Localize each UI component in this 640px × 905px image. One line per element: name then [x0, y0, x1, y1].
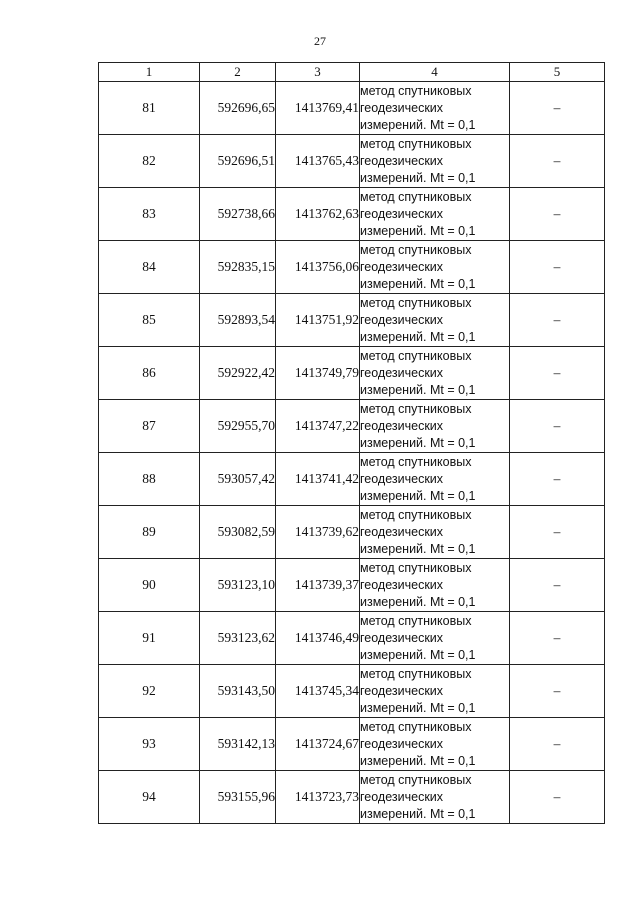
method-line: измерений. Mt = 0,1 [360, 170, 476, 185]
header-cell-2: 2 [200, 63, 276, 82]
method-line: метод спутниковых [360, 666, 472, 681]
method-line: геодезических [360, 100, 444, 115]
coordinate-y-cell: 592955,70 [200, 400, 276, 453]
method-cell [360, 665, 510, 718]
point-number-cell: 84 [99, 241, 200, 294]
point-number-cell: 88 [99, 453, 200, 506]
table-row [99, 612, 605, 665]
method-line: метод спутниковых [360, 719, 472, 734]
method-cell [360, 559, 510, 612]
method-line: метод спутниковых [360, 136, 472, 151]
method-cell [360, 347, 510, 400]
method-line: измерений. Mt = 0,1 [360, 806, 476, 821]
point-number-cell: 94 [99, 771, 200, 824]
note-cell: – [510, 665, 605, 718]
table-row [99, 718, 605, 771]
method-line: измерений. Mt = 0,1 [360, 435, 476, 450]
method-line: геодезических [360, 418, 444, 433]
table-body [99, 82, 605, 824]
method-line: геодезических [360, 683, 444, 698]
point-number-cell: 85 [99, 294, 200, 347]
method-line: метод спутниковых [360, 454, 472, 469]
point-number-cell: 90 [99, 559, 200, 612]
method-line: измерений. Mt = 0,1 [360, 382, 476, 397]
point-number-cell: 89 [99, 506, 200, 559]
method-line: геодезических [360, 471, 444, 486]
coordinate-y-cell: 592922,42 [200, 347, 276, 400]
table-row [99, 347, 605, 400]
coordinate-x-cell: 1413769,41 [276, 82, 360, 135]
coordinate-x-cell: 1413751,92 [276, 294, 360, 347]
coordinate-y-cell: 593143,50 [200, 665, 276, 718]
method-line: метод спутниковых [360, 401, 472, 416]
coordinate-x-cell: 1413756,06 [276, 241, 360, 294]
method-line: геодезических [360, 789, 444, 804]
table-header [99, 63, 605, 82]
point-number-cell: 93 [99, 718, 200, 771]
coordinate-x-cell: 1413723,73 [276, 771, 360, 824]
coordinate-x-cell: 1413762,63 [276, 188, 360, 241]
note-cell: – [510, 294, 605, 347]
table-row [99, 665, 605, 718]
coordinate-y-cell: 592835,15 [200, 241, 276, 294]
method-cell [360, 718, 510, 771]
method-line: измерений. Mt = 0,1 [360, 700, 476, 715]
note-cell: – [510, 82, 605, 135]
header-cell-5: 5 [510, 63, 605, 82]
coordinate-y-cell: 593082,59 [200, 506, 276, 559]
method-cell [360, 400, 510, 453]
coordinate-x-cell: 1413739,37 [276, 559, 360, 612]
method-cell [360, 771, 510, 824]
table-row [99, 241, 605, 294]
coordinate-x-cell: 1413746,49 [276, 612, 360, 665]
coordinate-x-cell: 1413765,43 [276, 135, 360, 188]
table-row [99, 559, 605, 612]
coordinate-x-cell: 1413745,34 [276, 665, 360, 718]
method-cell [360, 135, 510, 188]
point-number-cell: 91 [99, 612, 200, 665]
coordinate-x-cell: 1413741,42 [276, 453, 360, 506]
table-row [99, 188, 605, 241]
coordinate-y-cell: 593123,10 [200, 559, 276, 612]
method-line: измерений. Mt = 0,1 [360, 117, 476, 132]
point-number-cell: 82 [99, 135, 200, 188]
note-cell: – [510, 559, 605, 612]
method-line: геодезических [360, 259, 444, 274]
coordinates-table [98, 62, 605, 824]
coordinate-y-cell: 593155,96 [200, 771, 276, 824]
header-row [99, 63, 605, 82]
method-line: геодезических [360, 153, 444, 168]
method-cell [360, 612, 510, 665]
method-line: метод спутниковых [360, 348, 472, 363]
coordinate-y-cell: 592893,54 [200, 294, 276, 347]
note-cell: – [510, 347, 605, 400]
coordinate-y-cell: 592696,65 [200, 82, 276, 135]
header-cell-1: 1 [99, 63, 200, 82]
note-cell: – [510, 771, 605, 824]
note-cell: – [510, 241, 605, 294]
note-cell: – [510, 453, 605, 506]
coordinate-x-cell: 1413739,62 [276, 506, 360, 559]
method-line: измерений. Mt = 0,1 [360, 488, 476, 503]
method-cell [360, 241, 510, 294]
method-cell [360, 82, 510, 135]
method-line: геодезических [360, 577, 444, 592]
coordinate-y-cell: 593057,42 [200, 453, 276, 506]
table-row [99, 135, 605, 188]
method-line: геодезических [360, 312, 444, 327]
method-line: метод спутниковых [360, 189, 472, 204]
method-line: метод спутниковых [360, 507, 472, 522]
method-line: метод спутниковых [360, 613, 472, 628]
method-line: измерений. Mt = 0,1 [360, 753, 476, 768]
table-row [99, 400, 605, 453]
table-row [99, 771, 605, 824]
method-cell [360, 294, 510, 347]
method-line: геодезических [360, 365, 444, 380]
header-cell-4: 4 [360, 63, 510, 82]
method-line: метод спутниковых [360, 83, 472, 98]
note-cell: – [510, 400, 605, 453]
method-line: метод спутниковых [360, 560, 472, 575]
note-cell: – [510, 612, 605, 665]
method-line: геодезических [360, 630, 444, 645]
note-cell: – [510, 718, 605, 771]
table-row [99, 453, 605, 506]
coordinate-y-cell: 592738,66 [200, 188, 276, 241]
point-number-cell: 81 [99, 82, 200, 135]
method-line: измерений. Mt = 0,1 [360, 329, 476, 344]
table-row [99, 294, 605, 347]
coordinate-y-cell: 593123,62 [200, 612, 276, 665]
note-cell: – [510, 135, 605, 188]
method-line: метод спутниковых [360, 772, 472, 787]
note-cell: – [510, 506, 605, 559]
method-line: метод спутниковых [360, 295, 472, 310]
method-line: метод спутниковых [360, 242, 472, 257]
coordinate-x-cell: 1413747,22 [276, 400, 360, 453]
method-line: измерений. Mt = 0,1 [360, 594, 476, 609]
table-row [99, 82, 605, 135]
coordinate-x-cell: 1413724,67 [276, 718, 360, 771]
point-number-cell: 83 [99, 188, 200, 241]
point-number-cell: 87 [99, 400, 200, 453]
method-line: геодезических [360, 524, 444, 539]
method-cell [360, 188, 510, 241]
coordinate-x-cell: 1413749,79 [276, 347, 360, 400]
method-cell [360, 453, 510, 506]
method-line: измерений. Mt = 0,1 [360, 276, 476, 291]
coordinate-y-cell: 593142,13 [200, 718, 276, 771]
point-number-cell: 92 [99, 665, 200, 718]
method-line: измерений. Mt = 0,1 [360, 647, 476, 662]
page-number: 27 [314, 34, 326, 48]
method-line: измерений. Mt = 0,1 [360, 541, 476, 556]
method-line: геодезических [360, 736, 444, 751]
method-line: геодезических [360, 206, 444, 221]
table-row [99, 506, 605, 559]
header-cell-3: 3 [276, 63, 360, 82]
note-cell: – [510, 188, 605, 241]
method-cell [360, 506, 510, 559]
point-number-cell: 86 [99, 347, 200, 400]
coordinate-y-cell: 592696,51 [200, 135, 276, 188]
method-line: измерений. Mt = 0,1 [360, 223, 476, 238]
